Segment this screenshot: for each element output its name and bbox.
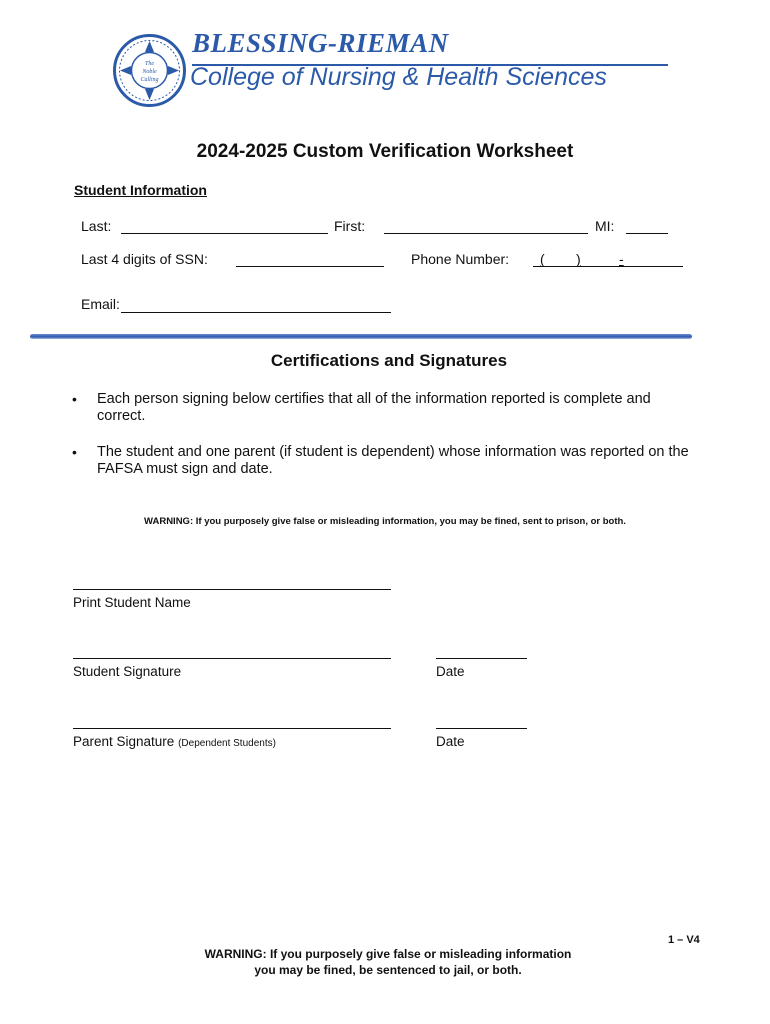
- student-date-label: Date: [436, 664, 465, 679]
- first-name-field[interactable]: [384, 233, 588, 234]
- footer-warning: [0, 946, 770, 978]
- phone-field[interactable]: [533, 266, 683, 267]
- svg-text:Noble: Noble: [142, 69, 157, 75]
- certifications-heading: Certifications and Signatures: [270, 351, 508, 370]
- parent-signature-note: (Dependent Students): [178, 738, 276, 749]
- first-name-label: First:: [334, 218, 366, 234]
- bullet-icon: •: [72, 444, 77, 460]
- email-label: Email:: [81, 296, 120, 312]
- svg-text:The: The: [145, 61, 154, 67]
- institution-subtitle: College of Nursing & Health Sciences: [190, 63, 607, 91]
- email-field[interactable]: [121, 312, 391, 313]
- college-seal-logo: [112, 33, 187, 108]
- institution-name: BLESSING-RIEMAN: [192, 28, 449, 58]
- parent-signature-line[interactable]: [73, 728, 391, 729]
- last-name-field[interactable]: [121, 233, 328, 234]
- phone-dash: -: [619, 251, 624, 267]
- parent-date-line[interactable]: [436, 728, 527, 729]
- student-date-line[interactable]: [436, 658, 527, 659]
- page-version: 1 – V4: [668, 934, 700, 946]
- parent-signature-label-row: [73, 734, 276, 749]
- ssn-label: Last 4 digits of SSN:: [81, 251, 208, 267]
- footer-warning-line1: WARNING: If you purposely give false or misleading information: [204, 947, 572, 961]
- student-signature-label: Student Signature: [73, 664, 182, 679]
- mi-label: MI:: [595, 218, 615, 234]
- parent-date-label: Date: [436, 734, 465, 749]
- certification-bullet: Each person signing below certifies that all of the information reported is complete and correct.: [97, 391, 651, 424]
- student-signature-line[interactable]: [73, 658, 391, 659]
- phone-label: Phone Number:: [411, 251, 510, 267]
- student-info-heading: Student Information: [74, 182, 207, 198]
- certification-bullet: The student and one parent (if student is dependent) whose information was reported on the FAFSA must sign and date.: [97, 444, 689, 477]
- section-divider: [30, 334, 692, 339]
- footer-warning-line2: you may be fined, be sentenced to jail, or both.: [254, 963, 522, 977]
- ssn-field[interactable]: [236, 266, 384, 267]
- bullet-icon: •: [72, 391, 77, 407]
- phone-area-close: ): [576, 251, 581, 267]
- print-name-line[interactable]: [73, 589, 391, 590]
- print-name-label: Print Student Name: [73, 595, 191, 610]
- last-name-label: Last:: [81, 218, 112, 234]
- warning-notice: WARNING: If you purposely give false or misleading information, you may be fined, sent to prison, or both.: [144, 516, 626, 527]
- parent-signature-label: Parent Signature: [73, 734, 175, 749]
- svg-text:Calling: Calling: [140, 77, 159, 83]
- phone-area-open: (: [540, 251, 545, 267]
- mi-field[interactable]: [626, 233, 668, 234]
- document-title: 2024-2025 Custom Verification Worksheet: [196, 141, 574, 162]
